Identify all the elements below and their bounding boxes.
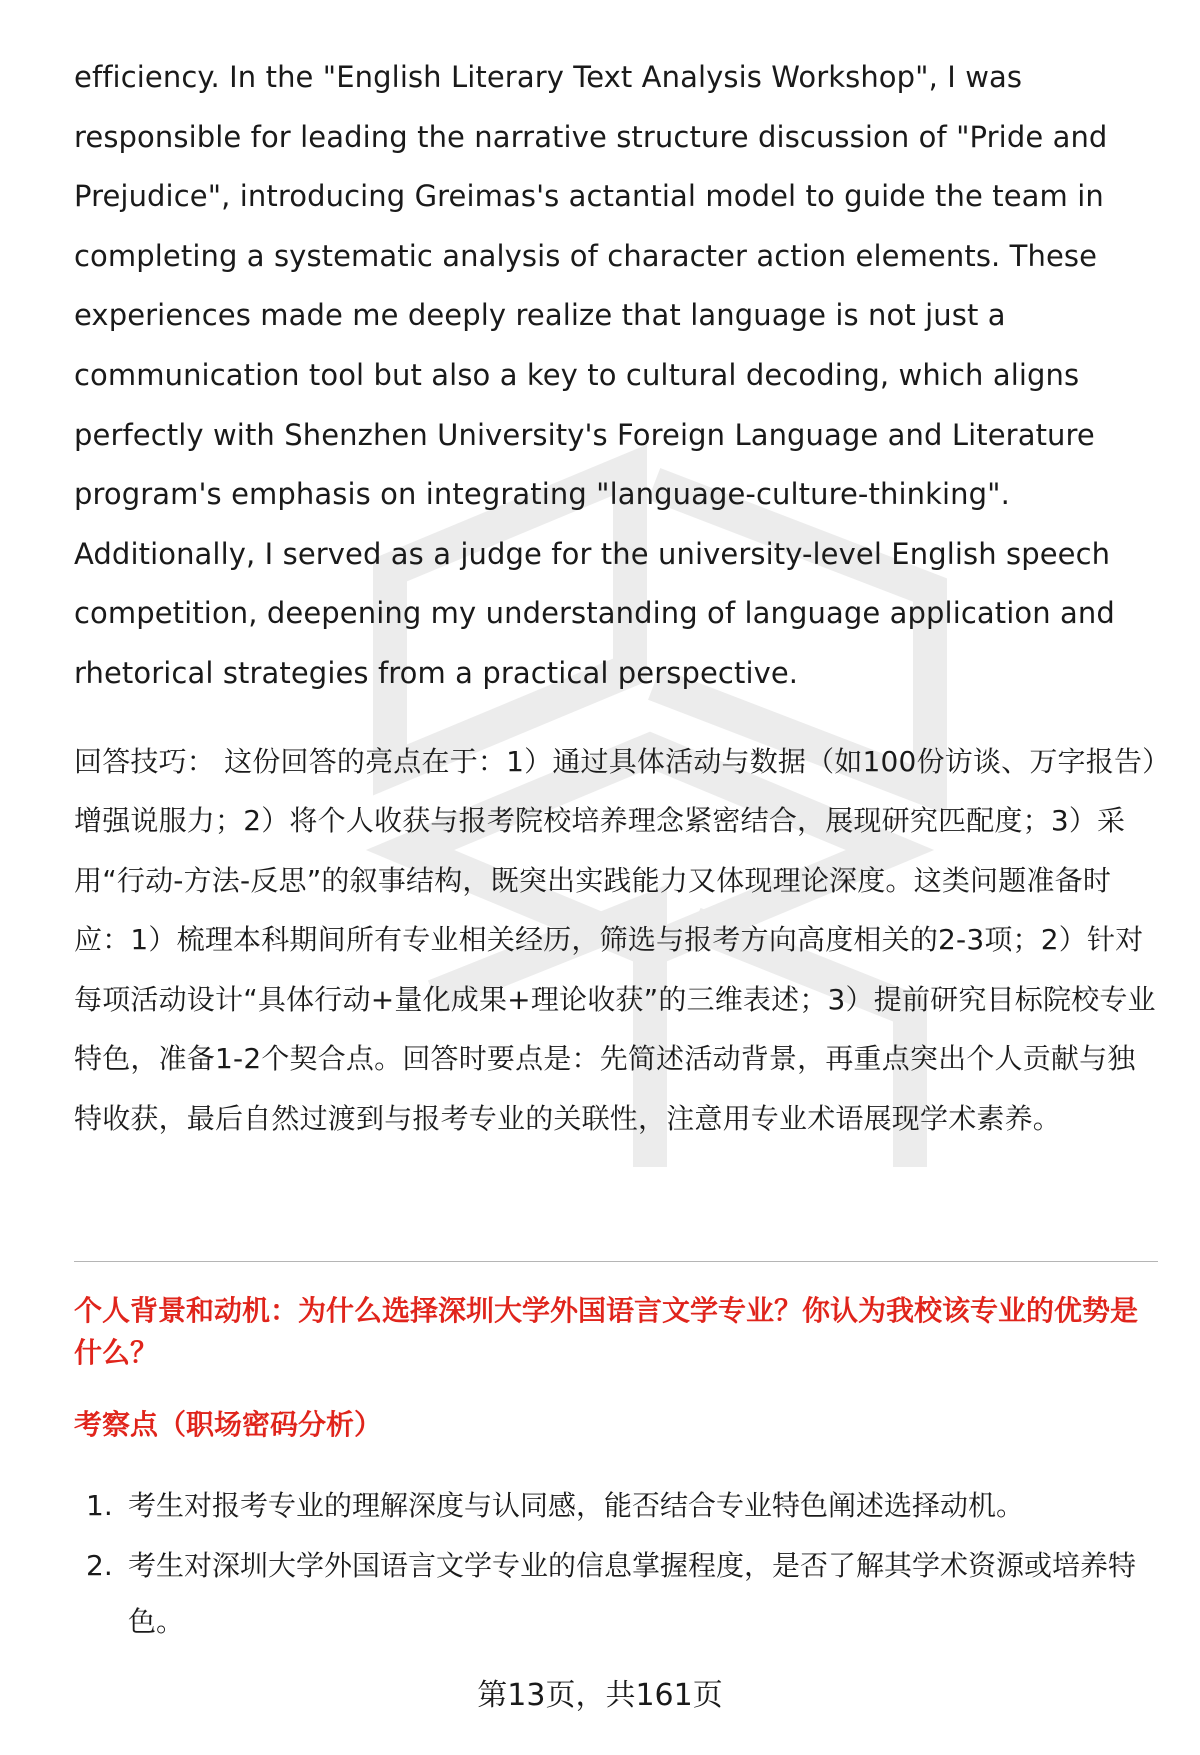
list-item-text: 考生对深圳大学外国语言文学专业的信息掌握程度，是否了解其学术资源或培养特色。 xyxy=(128,1549,1137,1638)
list-item xyxy=(74,1538,1160,1650)
question-title: 个人背景和动机：为什么选择深圳大学外国语言文学专业？你认为我校该专业的优势是什么？ xyxy=(74,1294,1139,1369)
document-body xyxy=(74,48,1160,1148)
list-item-number: 1. xyxy=(86,1489,113,1522)
english-paragraph: efficiency. In the "English Literary Text Analysis Workshop", I was responsible for leading the narrative structure discussion of "Pride and Prejudice", introducing Greimas's actantial model to guide the team in completing a systematic analysis of character action elements. These experiences made me deeply realize that language is not just a communication tool but also a key to cultural decoding, which aligns perfectly with Shenzhen University's Foreign Language and Literature program's emphasis on integrating "language-culture-thinking". Additionally, I served as a judge for the university-level English speech competition, deepening my understanding of language application and rhetorical strategies from a practical perspective. xyxy=(74,60,1115,690)
page-number: 第13页，共161页 xyxy=(477,1678,723,1713)
list-item xyxy=(74,1478,1160,1534)
section-divider xyxy=(74,1261,1158,1262)
answer-tips-paragraph: 回答技巧： 这份回答的亮点在于：1）通过具体活动与数据（如100份访谈、万字报告）增强说服力；2）将个人收获与报考院校培养理念紧密结合，展现研究匹配度；3）采用“行动-方法-反思”的叙事结构，既突出实践能力又体现理论深度。这类问题准备时应：1）梳理本科期间所有专业相关经历，筛选与报考方向高度相关的2-3项；2）针对每项活动设计“具体行动+量化成果+理论收获”的三维表述；3）提前研究目标院校专业特色，准备1-2个契合点。回答时要点是：先简述活动背景，再重点突出个人贡献与独特收获，最后自然过渡到与报考专业的关联性，注意用专业术语展现学术素养。 xyxy=(74,744,1157,1135)
list-item-number: 2. xyxy=(86,1549,113,1582)
assessment-points-heading: 考察点（职场密码分析） xyxy=(74,1408,383,1441)
assessment-points-list xyxy=(74,1478,1160,1654)
list-item-text: 考生对报考专业的理解深度与认同感，能否结合专业特色阐述选择动机。 xyxy=(128,1489,1025,1522)
